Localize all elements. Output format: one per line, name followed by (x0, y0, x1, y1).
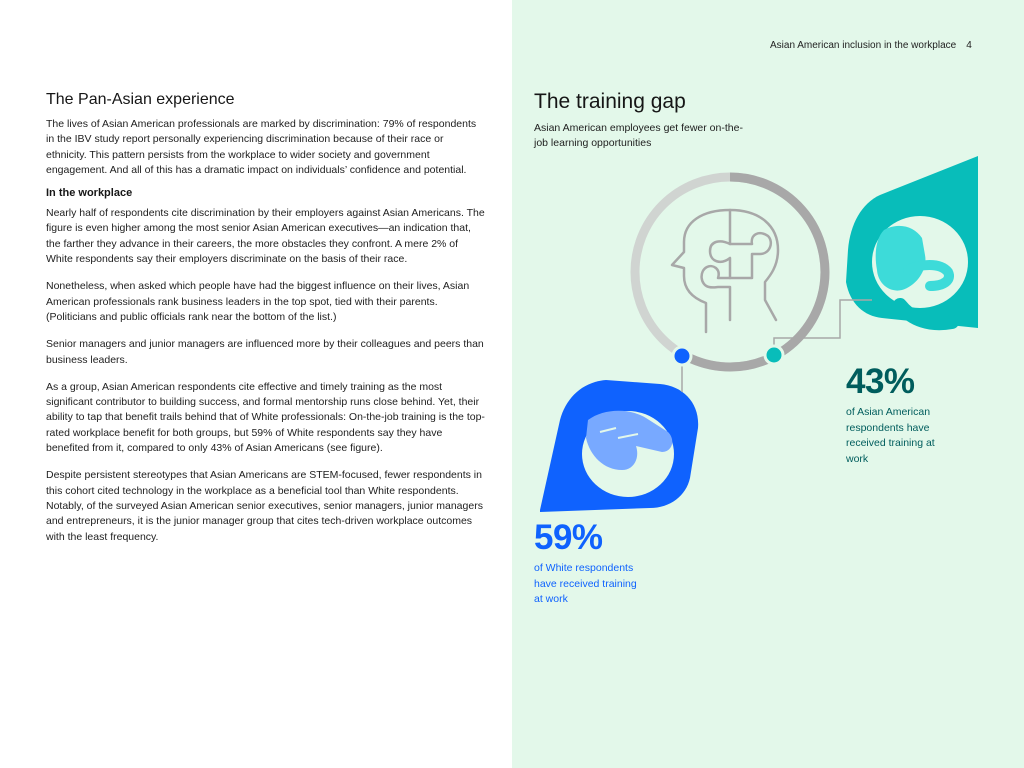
blue-hand-icon (540, 380, 698, 512)
stat-asian-american-value: 43% (846, 362, 915, 401)
intro-paragraph: The lives of Asian American professionals are marked by discrimination: 79% of respondents in the IBV study report personally experiencing discrimination because of their race or ethnicity. This pattern persists from the workplace to wider society and government engagement. And all of this has a dramatic impact on individuals’ confidence and potential. (46, 118, 477, 176)
figure-title: The training gap (534, 90, 686, 113)
stat-asian-american (846, 362, 956, 467)
paragraph: Despite persistent stereotypes that Asian Americans are STEM-focused, fewer respondents in this cohort cited technology in the workplace as a beneficial tool than White respondents. Notably, of the surveyed Asian American senior executives, senior managers, junior managers and entrepreneurs, it is the junior manager group that cites tech-driven workplace outcomes with the least frequency. (46, 469, 483, 543)
asian-american-marker-dot (765, 346, 783, 364)
stat-white-caption: of White respondents have received training at work (534, 562, 637, 605)
stat-white-value: 59% (534, 518, 603, 557)
paragraph: Nonetheless, when asked which people have had the biggest influence on their lives, Asian American professionals rank business leaders in the top spot, tied with their parents. (Politicians and public officials rank near the bottom of the list.) (46, 280, 470, 323)
article-body (46, 90, 486, 557)
paragraph: Nearly half of respondents cite discrimination by their employers against Asian Americans. The figure is even higher among the most senior Asian American executives—an indication that, the farther they advance in their careers, the more obstacles they confront. A mere 2% of White respondents say their employers discriminate on the basis of their race. (46, 207, 485, 266)
subhead-workplace: In the workplace (46, 187, 133, 200)
paragraph: As a group, Asian American respondents cite effective and timely training as the most significant contributor to building success, and formal mentorship runs close behind. Yet, their ability to tap that benefit trails behind that of White professionals: On-the-job training is the top-rated workplace benefit for both groups, but 59% of White respondents say they have benefited from it, compared to only 43% of Asian Americans (see figure). (46, 380, 485, 455)
teal-hand-icon (846, 156, 978, 328)
paragraph: Senior managers and junior managers are influenced more by their colleagues and peers than business leaders. (46, 338, 484, 366)
white-marker-dot (673, 347, 691, 365)
section-title: The Pan-Asian experience (46, 91, 235, 108)
page-number: 4 (966, 40, 972, 51)
running-header (770, 40, 972, 51)
figure-subtitle: Asian American employees get fewer on-the-job learning opportunities (534, 122, 743, 149)
puzzle-head-icon (672, 210, 778, 332)
stat-white (534, 518, 644, 608)
running-title: Asian American inclusion in the workplace (770, 40, 957, 51)
stat-asian-american-caption: of Asian American respondents have received training at work (846, 406, 935, 465)
